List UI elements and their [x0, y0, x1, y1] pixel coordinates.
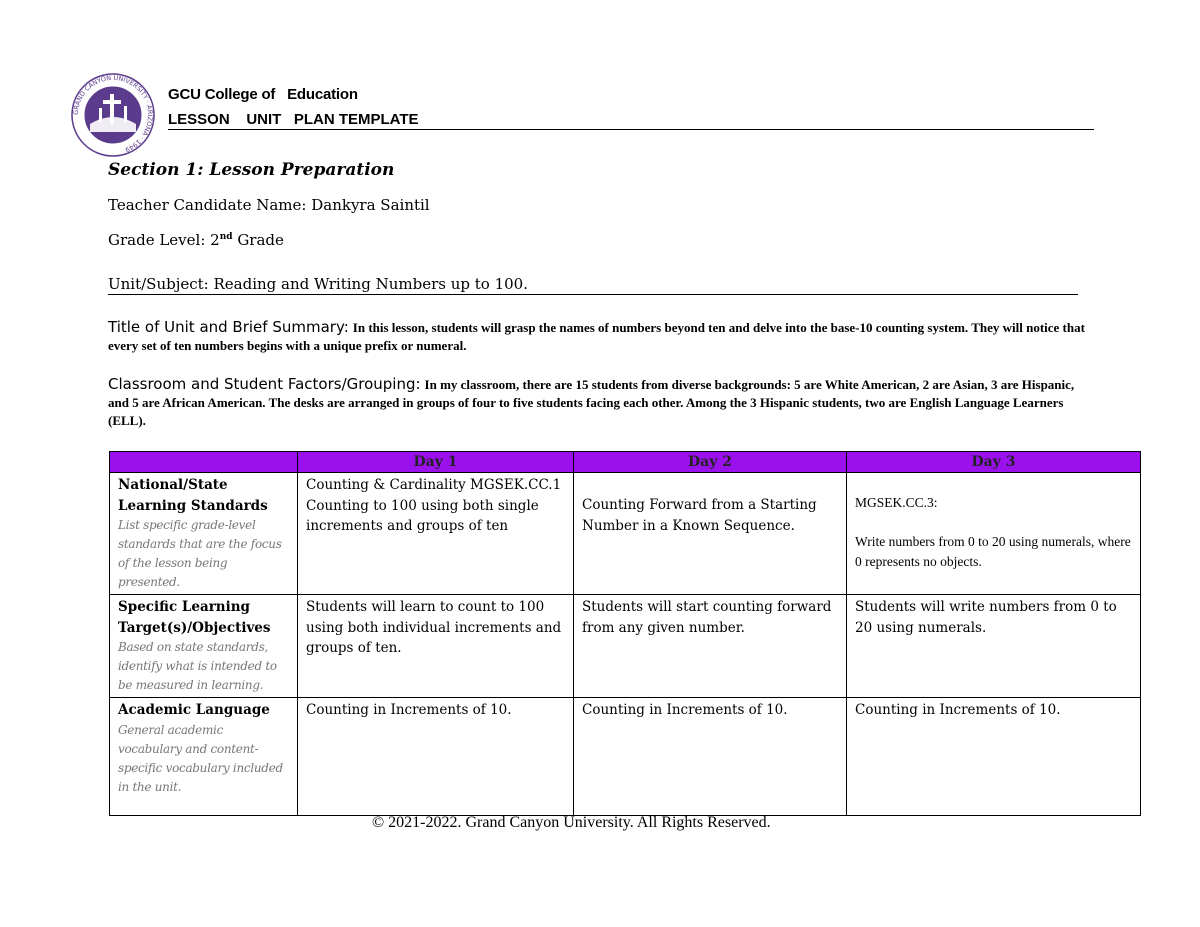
- table-row: [110, 595, 1141, 698]
- header-day-3: Day 3: [847, 452, 1141, 473]
- standards-day-3-code: MGSEK.CC.3:: [855, 495, 938, 510]
- header-cell-blank: [110, 452, 298, 473]
- grade-level: [108, 231, 284, 249]
- row-head-objectives: [110, 595, 298, 698]
- row-desc: Based on state standards, identify what is intended to be measured in learning.: [118, 640, 277, 692]
- college-name: GCU College of Education: [168, 86, 358, 103]
- unit-summary: [108, 318, 1088, 355]
- objectives-day-1: Students will learn to count to 100 using both individual increments and groups of ten.: [298, 595, 574, 698]
- template-title: LESSON UNIT PLAN TEMPLATE: [168, 111, 1094, 130]
- grade-suffix: Grade: [232, 231, 284, 249]
- grade-prefix: Grade Level: 2: [108, 231, 220, 249]
- row-desc: General academic vocabulary and content-specific vocabulary included in the unit.: [118, 722, 283, 794]
- lesson-plan-table: [109, 451, 1141, 816]
- factors-lead: Classroom and Student Factors/Grouping:: [108, 375, 421, 393]
- summary-text: In this lesson, students will grasp the names of numbers beyond ten and delve into the base-10 counting system. They will notice that every set of ten numbers begins with a unique prefix or numeral.: [108, 320, 1085, 353]
- language-day-2: Counting in Increments of 10.: [574, 698, 847, 816]
- summary-lead: Title of Unit and Brief Summary:: [108, 318, 349, 336]
- grade-sup: nd: [219, 232, 233, 242]
- seal-text: GRAND CANYON UNIVERSITY · ARIZONA · 1949: [71, 73, 155, 154]
- table-row: [110, 473, 1141, 595]
- teacher-name: Teacher Candidate Name: Dankyra Saintil: [108, 196, 430, 214]
- row-title: National/State Learning Standards: [118, 477, 268, 514]
- objectives-day-3: Students will write numbers from 0 to 20 using numerals.: [847, 595, 1141, 698]
- table-header-row: [110, 452, 1141, 473]
- header-day-1: Day 1: [298, 452, 574, 473]
- university-seal-logo: [70, 72, 156, 158]
- standards-day-3-text: Write numbers from 0 to 20 using numerals, where 0 represents no objects.: [855, 533, 1131, 569]
- standards-day-2: Counting Forward from a Starting Number in a Known Sequence.: [574, 473, 847, 595]
- factors-text: In my classroom, there are 15 students from diverse backgrounds: 5 are White American, 2 are Asian, 3 are Hispanic, and 5 are African American. The desks are arranged in groups of four to five students facing each other. Among the 3 Hispanic students, two are English Language Learners (ELL).: [108, 377, 1075, 428]
- objectives-day-2: Students will start counting forward from any given number.: [574, 595, 847, 698]
- row-head-academic-language: [110, 698, 298, 816]
- language-day-3: Counting in Increments of 10.: [847, 698, 1141, 816]
- classroom-factors: [108, 375, 1088, 430]
- language-day-1: Counting in Increments of 10.: [298, 698, 574, 816]
- unit-subject: Unit/Subject: Reading and Writing Numbers up to 100.: [108, 275, 1078, 295]
- standards-day-1: Counting & Cardinality MGSEK.CC.1 Counting to 100 using both single increments and groups of ten: [298, 473, 574, 595]
- section-title: Section 1: Lesson Preparation: [108, 160, 395, 180]
- table-row: [110, 698, 1141, 816]
- copyright-footer: © 2021-2022. Grand Canyon University. All Rights Reserved.: [372, 814, 771, 831]
- row-desc: List specific grade-level standards that are the focus of the lesson being presented.: [118, 518, 282, 589]
- row-title: Specific Learning Target(s)/Objectives: [118, 599, 271, 636]
- standards-day-3: [847, 473, 1141, 595]
- header-day-2: Day 2: [574, 452, 847, 473]
- row-title: Academic Language: [118, 702, 270, 718]
- row-head-standards: [110, 473, 298, 595]
